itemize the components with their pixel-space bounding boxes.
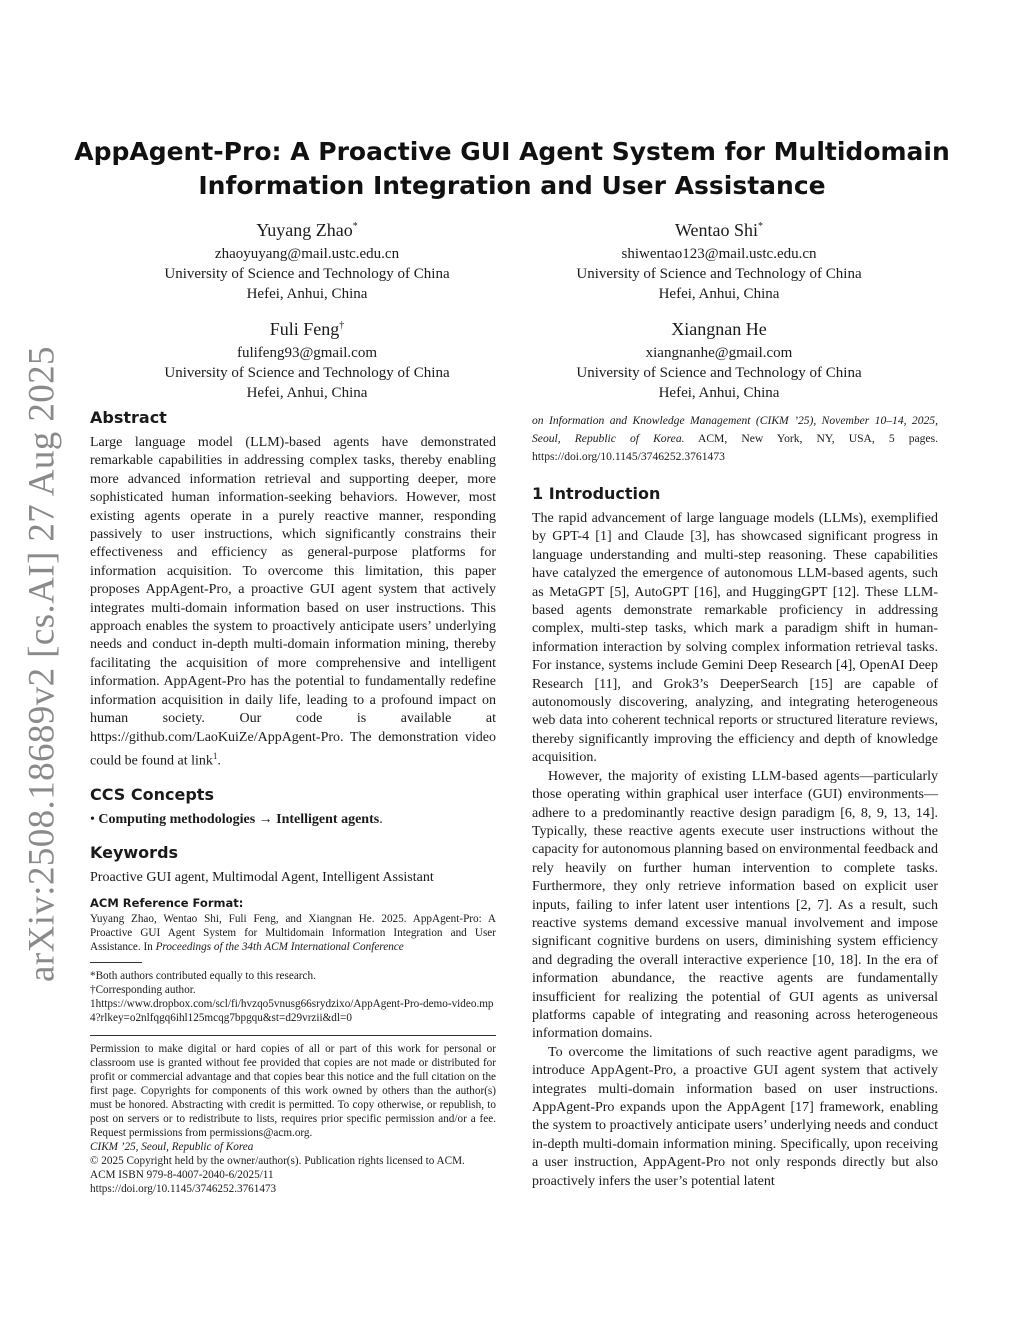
author-location: Hefei, Anhui, China: [658, 385, 780, 401]
acm-reference-continued: on Information and Knowledge Management (CIKM ’25), November 10–14, 2025, Seoul, Republic of Korea. ACM, New York, NY, USA, 5 pages. https://doi.org/10.1145/3746252.3761473: [532, 414, 938, 463]
ccs-heading: CCS Concepts: [90, 784, 214, 804]
keywords-text: Proactive GUI agent, Multimodal Agent, Intelligent Assistant: [90, 870, 434, 886]
footnote-corresponding: †Corresponding author.: [90, 983, 196, 996]
acm-reference-text: Yuyang Zhao, Wentao Shi, Fuli Feng, and Xiangnan He. 2025. AppAgent-Pro: A Proactive GUI Agent System for Multidomain Information Integration and User Assistance. In Proceedings of the 34th ACM International Conference: [90, 912, 496, 953]
author-location: Hefei, Anhui, China: [246, 385, 368, 401]
intro-paragraph-2: However, the majority of existing LLM-based agents—particularly those operating within graphical user interface (GUI) environments—adhere to a predominantly reactive design paradigm [6, 8, 9, 13, 14]. Typically, these reactive agents execute user instructions without the capacity for autonomous planning based on environmental feedback and rely heavily on further human intervention to complete tasks. Furthermore, they only retrieve information based on explicit user inputs, failing to infer latent user intentions [2, 7]. As a result, such reactive systems demand excessive manual involvement and impose significant cognitive burdens on users, diminishing system efficiency and degrading the overall interactive experience [10, 18]. In the era of information abundance, the reactive agents are fundamentally insufficient for realizing the potential of GUI agents as universal platforms capable of integrating and reasoning across heterogeneous information domains.: [532, 768, 938, 1042]
right-column: [532, 412, 938, 1191]
paper-title: [60, 135, 964, 203]
author-name: Wentao Shi*: [674, 220, 764, 240]
author-email: xiangnanhe@gmail.com: [645, 345, 793, 361]
isbn-line: ACM ISBN 979-8-4007-2040-6/2025/11: [90, 1168, 274, 1181]
copyright-line: © 2025 Copyright held by the owner/author(s). Publication rights licensed to ACM.: [90, 1154, 465, 1167]
acm-reference: [90, 896, 496, 954]
abstract-text: Large language model (LLM)-based agents have demonstrated remarkable capabilities in addressing complex tasks, thereby enabling more advanced information retrieval and supporting deeper, more sophisticated human information-seeking behaviors. However, most existing agents operate in a purely reactive manner, responding passively to user instructions, which significantly constrains their effectiveness and efficiency as general-purpose platforms for information acquisition. To overcome this limitation, this paper proposes AppAgent-Pro, a proactive GUI agent system that actively integrates multi-domain information based on user instructions. This approach enables the system to proactively anticipate users’ underlying needs and conduct in-depth multi-domain information mining, thereby facilitating the acquisition of more comprehensive and intelligent information. AppAgent-Pro has the potential to fundamentally redefine information acquisition in daily life, leading to a profound impact on human society. Our code is available at https://github.com/LaoKuiZe/AppAgent-Pro. The demonstration video could be found at link$^1$.: [90, 435, 496, 769]
arxiv-identifier-text: arXiv:2508.18689v2 [cs.AI] 27 Aug 2025: [21, 346, 63, 982]
author-name: Xiangnan He: [671, 319, 767, 339]
footnote-video-link[interactable]: 1https://www.dropbox.com/scl/fi/hvzqo5vnusg66srydzixo/AppAgent-Pro-demo-video.mp4?rlkey=o2nlfqgq6ihl125mcqg7bpgqu&st=d29vrzii&dl=0: [90, 997, 494, 1024]
abstract-heading: Abstract: [90, 408, 167, 427]
acm-reference-heading: ACM Reference Format:: [90, 895, 244, 910]
author-email: zhaoyuyang@mail.ustc.edu.cn: [214, 246, 400, 262]
keywords-heading: Keywords: [90, 843, 179, 863]
conference-line: CIKM ’25, Seoul, Republic of Korea: [90, 1140, 254, 1153]
ccs-concepts: • Computing methodologies → Intelligent agents.: [90, 811, 383, 827]
permission-divider: [90, 1035, 496, 1036]
author-location: Hefei, Anhui, China: [658, 286, 780, 302]
introduction-heading: 1 Introduction: [532, 484, 661, 503]
author-block-4: [504, 314, 934, 403]
author-affiliation: University of Science and Technology of China: [164, 365, 450, 381]
footnote-divider: [90, 962, 142, 963]
author-affiliation: University of Science and Technology of China: [164, 266, 450, 282]
left-column: [90, 408, 496, 1196]
permission-block: [90, 1042, 496, 1196]
author-block-2: [504, 215, 934, 304]
title-line-1: AppAgent-Pro: A Proactive GUI Agent System for Multidomain: [74, 137, 950, 166]
footnote-equal-contribution: *Both authors contributed equally to this research.: [90, 969, 316, 982]
author-email: fulifeng93@gmail.com: [236, 345, 378, 361]
doi-link[interactable]: https://doi.org/10.1145/3746252.3761473: [90, 1182, 277, 1195]
permission-text: Permission to make digital or hard copies of all or part of this work for personal or classroom use is granted without fee provided that copies are not made or distributed for profit or commercial advantage and that copies bear this notice and the full citation on the first page. Copyrights for components of this work owned by others than the author(s) must be honored. Abstracting with credit is permitted. To copy otherwise, or republish, to post on servers or to redistribute to lists, requires prior specific permission and/or a fee. Request permissions from permissions@acm.org.: [90, 1042, 496, 1139]
author-block-1: [92, 215, 522, 304]
footnotes: [90, 969, 496, 1025]
author-name: Yuyang Zhao*: [256, 220, 358, 240]
author-name: Fuli Feng†: [269, 319, 345, 339]
author-email: shiwentao123@mail.ustc.edu.cn: [621, 246, 817, 262]
author-affiliation: University of Science and Technology of China: [576, 266, 862, 282]
arxiv-identifier: [20, 346, 64, 982]
intro-paragraph-3: To overcome the limitations of such reactive agent paradigms, we introduce AppAgent-Pro, a proactive GUI agent system that actively integrates multi-domain information based on user instructions. AppAgent-Pro expands upon the AppAgent [17] framework, enabling the system to proactively anticipate users’ underlying needs and conduct in-depth multi-domain information mining. Specifically, upon receiving a user instruction, AppAgent-Pro not only responds directly but also proactively infers the user’s potential latent: [532, 1044, 938, 1189]
intro-paragraph-1: The rapid advancement of large language models (LLMs), exemplified by GPT-4 [1] and Claude [3], has showcased significant progress in language understanding and multi-step reasoning. These capabilities have catalyzed the emergence of autonomous LLM-based agents, such as MetaGPT [5], AutoGPT [16], and HuggingGPT [12]. These LLM-based agents demonstrate remarkable proficiency in addressing complex, multi-step tasks, which mark a paradigm shift in human-information interaction by solving complex information retrieval tasks. For instance, systems include Gemini Deep Research [4], OpenAI Deep Research [11], and Grok3’s DeeperSearch [15] are capable of autonomously discovering, analyzing, and integrating heterogeneous web data into coherent technical reports or structured literature reviews, thereby significantly improving the efficiency and depth of knowledge acquisition.: [532, 511, 938, 766]
author-affiliation: University of Science and Technology of China: [576, 365, 862, 381]
author-location: Hefei, Anhui, China: [246, 286, 368, 302]
title-line-2: Information Integration and User Assistance: [198, 171, 826, 200]
author-block-3: [92, 314, 522, 403]
